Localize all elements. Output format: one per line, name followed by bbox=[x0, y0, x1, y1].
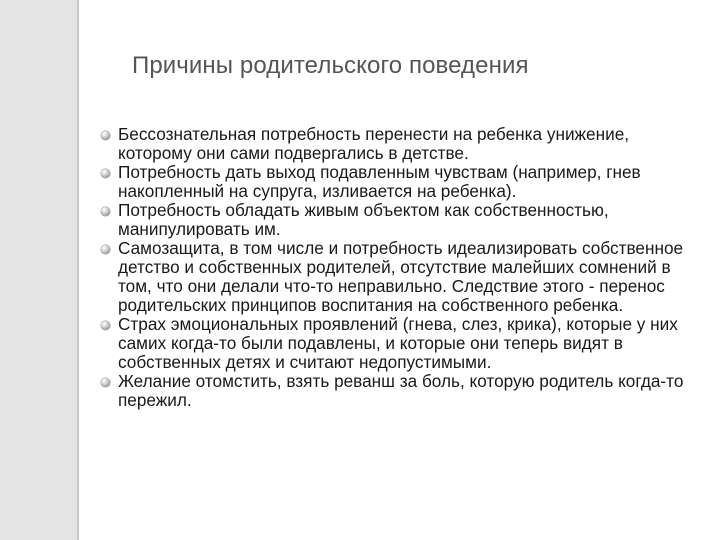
bullet-text: Желание отомстить, взять реванш за боль, которую родитель когда-то пережил. bbox=[118, 371, 684, 410]
bullet-icon bbox=[101, 207, 110, 216]
bullet-icon bbox=[101, 131, 110, 140]
side-band bbox=[0, 0, 77, 540]
bullet-icon bbox=[101, 378, 110, 387]
bullet-icon bbox=[101, 169, 110, 178]
bullet-item bbox=[100, 201, 705, 239]
bullet-text: Бессознательная потребность перенести на ребенка унижение, которому они сами подвергались в детстве. bbox=[118, 124, 630, 163]
bullet-item bbox=[100, 315, 705, 372]
side-divider bbox=[77, 0, 79, 540]
bullet-text: Потребность обладать живым объектом как собственностью, манипулировать им. bbox=[118, 200, 609, 239]
slide-title: Причины родительского поведения bbox=[132, 52, 529, 79]
bullet-item bbox=[100, 125, 705, 163]
bullet-text: Страх эмоциональных проявлений (гнева, слез, крика), которые у них самих когда-то были подавлены, и которые они теперь видят в собственных детях и считают недопустимыми. bbox=[118, 314, 678, 372]
bullet-icon bbox=[101, 245, 110, 254]
bullet-item bbox=[100, 372, 705, 410]
bullet-list bbox=[100, 125, 705, 410]
bullet-item bbox=[100, 239, 705, 315]
bullet-text: Самозащита, в том числе и потребность идеализировать собственное детство и собственных родителей, отсутствие малейших сомнений в том, что они делали что-то неправильно. Следствие этого - перенос родительских принципов воспитания на собственного ребенка. bbox=[118, 238, 684, 315]
bullet-icon bbox=[101, 321, 110, 330]
bullet-item bbox=[100, 163, 705, 201]
bullet-text: Потребность дать выход подавленным чувствам (например, гнев накопленный на супруга, изливается на ребенка). bbox=[118, 162, 641, 201]
